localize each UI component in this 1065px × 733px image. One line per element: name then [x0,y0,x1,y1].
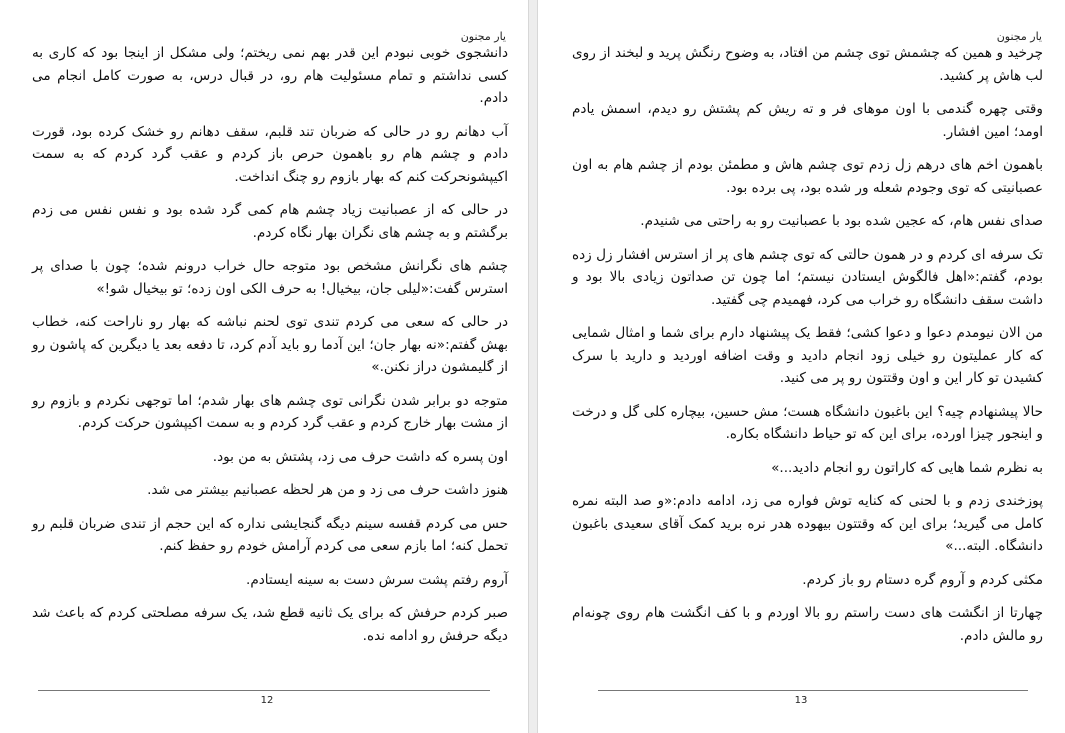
page-number: 12 [260,695,274,706]
paragraph: صدای نفس هام، که عجین شده بود با عصبانیت رو به راحتی می شنیدم. [640,213,1043,229]
page-left [0,0,528,733]
paragraph: تک سرفه ای کردم و در همون حالتی که توی چشم های پر از استرس افشار زل زده بودم، گفتم:«اهل فالگوش ایستادن نیستم؛ اما چون تن صداتون زیادی بالا بود و داشت سقف دانشگاه رو خراب می کرد، فهمیدم چی گفتید. [572,246,1043,308]
page-number: 13 [794,695,808,706]
paragraph: آروم رفتم پشت سرش دست به سینه ایستادم. [246,571,508,588]
paragraph: دانشجوی خوبی نبودم این قدر بهم نمی ریختم؛ ولی مشکل از اینجا بود که کاری به کسی نداشتم و تمام مسئولیت هام رو، در قبال درس، به صورت کامل انجام می دادم. [32,45,508,106]
running-header: یار مجنون [996,30,1042,43]
page-body [32,42,508,658]
footer-divider [598,690,1028,691]
paragraph: در حالی که سعی می کردم تندی توی لحنم نباشه که بهار رو ناراحت کنه، خطاب بهش گفتم:«نه بهار جان؛ این آدما رو باید آدم کرد، تا دفعه بعد یا دیگرین که پاشون رو از گلیمشون دراز نکنن.» [32,314,508,375]
paragraph: مکثی کردم و آروم گره دستام رو باز کردم. [802,571,1043,588]
running-header: یار مجنون [460,30,506,43]
paragraph: هنوز داشت حرف می زد و من هر لحظه عصبانیم بیشتر می شد. [147,482,508,498]
paragraph: من الان نیومدم دعوا و دعوا کشی؛ فقط یک پیشنهاد دارم برای شما و امثال شمایی که کار عملیتون رو خیلی زود انجام دادید و وقت اضافه اوردید و دارید با سرک کشیدن تو کار این و اون وقتتون رو پر می کنید. [572,325,1043,386]
page-right [538,0,1065,733]
paragraph: پوزخندی زدم و با لحنی که کنایه توش فواره می زد، ادامه دادم:«و صد البته نمره کامل می گیرید؛ برای این که وقتتون بیهوده هدر نره برید کمک آقای سعیدی باغبون دانشگاه. البته...» [572,493,1043,554]
footer-divider [38,690,490,691]
paragraph: وقتی چهره گندمی با اون موهای فر و ته ریش کم پشتش رو دیدم، اسمش یادم اومد؛ امین افشار. [572,101,1043,140]
paragraph: به نظرم شما هایی که کاراتون رو انجام دادید...» [771,459,1043,476]
paragraph: آب دهانم رو در حالی که ضربان تند قلبم، سقف دهانم رو خشک کرده بود، قورت دادم و چشم هام رو باهمون حرص باز کردم و عقب گرد کردم که به سمت اکیپشونحرکت کنم که بهار بازوم رو چنگ انداخت. [32,123,508,185]
paragraph: باهمون اخم های درهم زل زدم توی چشم هاش و مطمئن بودم از چشم هام به اون عصبانیتی که توی وجودم شعله ور شده بود، پی برده بود. [572,157,1043,196]
paragraph: چرخید و همین که چشمش توی چشم من افتاد، به وضوح رنگش پرید و لبخند از روی لب هاش پر کشید. [572,45,1043,84]
paragraph: چشم های نگرانش مشخص بود متوجه حال خراب درونم شده؛ چون با صدای پر استرس گفت:«لیلی جان، بیخیال! به حرف الکی اون زده؛ تو بیخیال شو!» [32,258,508,297]
paragraph: چهارتا از انگشت های دست راستم رو بالا اوردم و با کف انگشت هام روی چونه‌ام رو مالش دادم. [572,605,1043,644]
page-gutter [528,0,538,733]
paragraph: حس می کردم قفسه سینم دیگه گنجایشی نداره که این حجم از تندی ضربان قلبم رو تحمل کنه؛ اما بازم سعی می کردم آرامش خودم رو حفظ کنم. [32,515,508,554]
paragraph: اون پسره که داشت حرف می زد، پشتش به من بود. [212,448,508,465]
paragraph: حالا پیشنهادم چیه؟ این باغبون دانشگاه هست؛ مش حسین، بیچاره کلی گل و درخت و اینجور چیزا اورده، برای این که تو حیاط دانشگاه بکاره. [572,403,1043,442]
paragraph: متوجه دو برابر شدن نگرانی توی چشم های بهار شدم؛ اما توجهی نکردم و بازوم رو از مشت بهار خارج کردم و عقب گرد کردم و به سمت اکیپشون حرکت کردم. [32,392,508,431]
paragraph: در حالی که از عصبانیت زیاد چشم هام کمی گرد شده بود و نفس نفس می زدم برگشتم و به چشم های نگران بهار نگاه کردم. [32,202,508,241]
paragraph: صبر کردم حرفش که برای یک ثانیه قطع شد، یک سرفه مصلحتی کردم که باعث شد دیگه حرفش رو ادامه نده. [32,605,508,644]
page-body [572,42,1043,658]
